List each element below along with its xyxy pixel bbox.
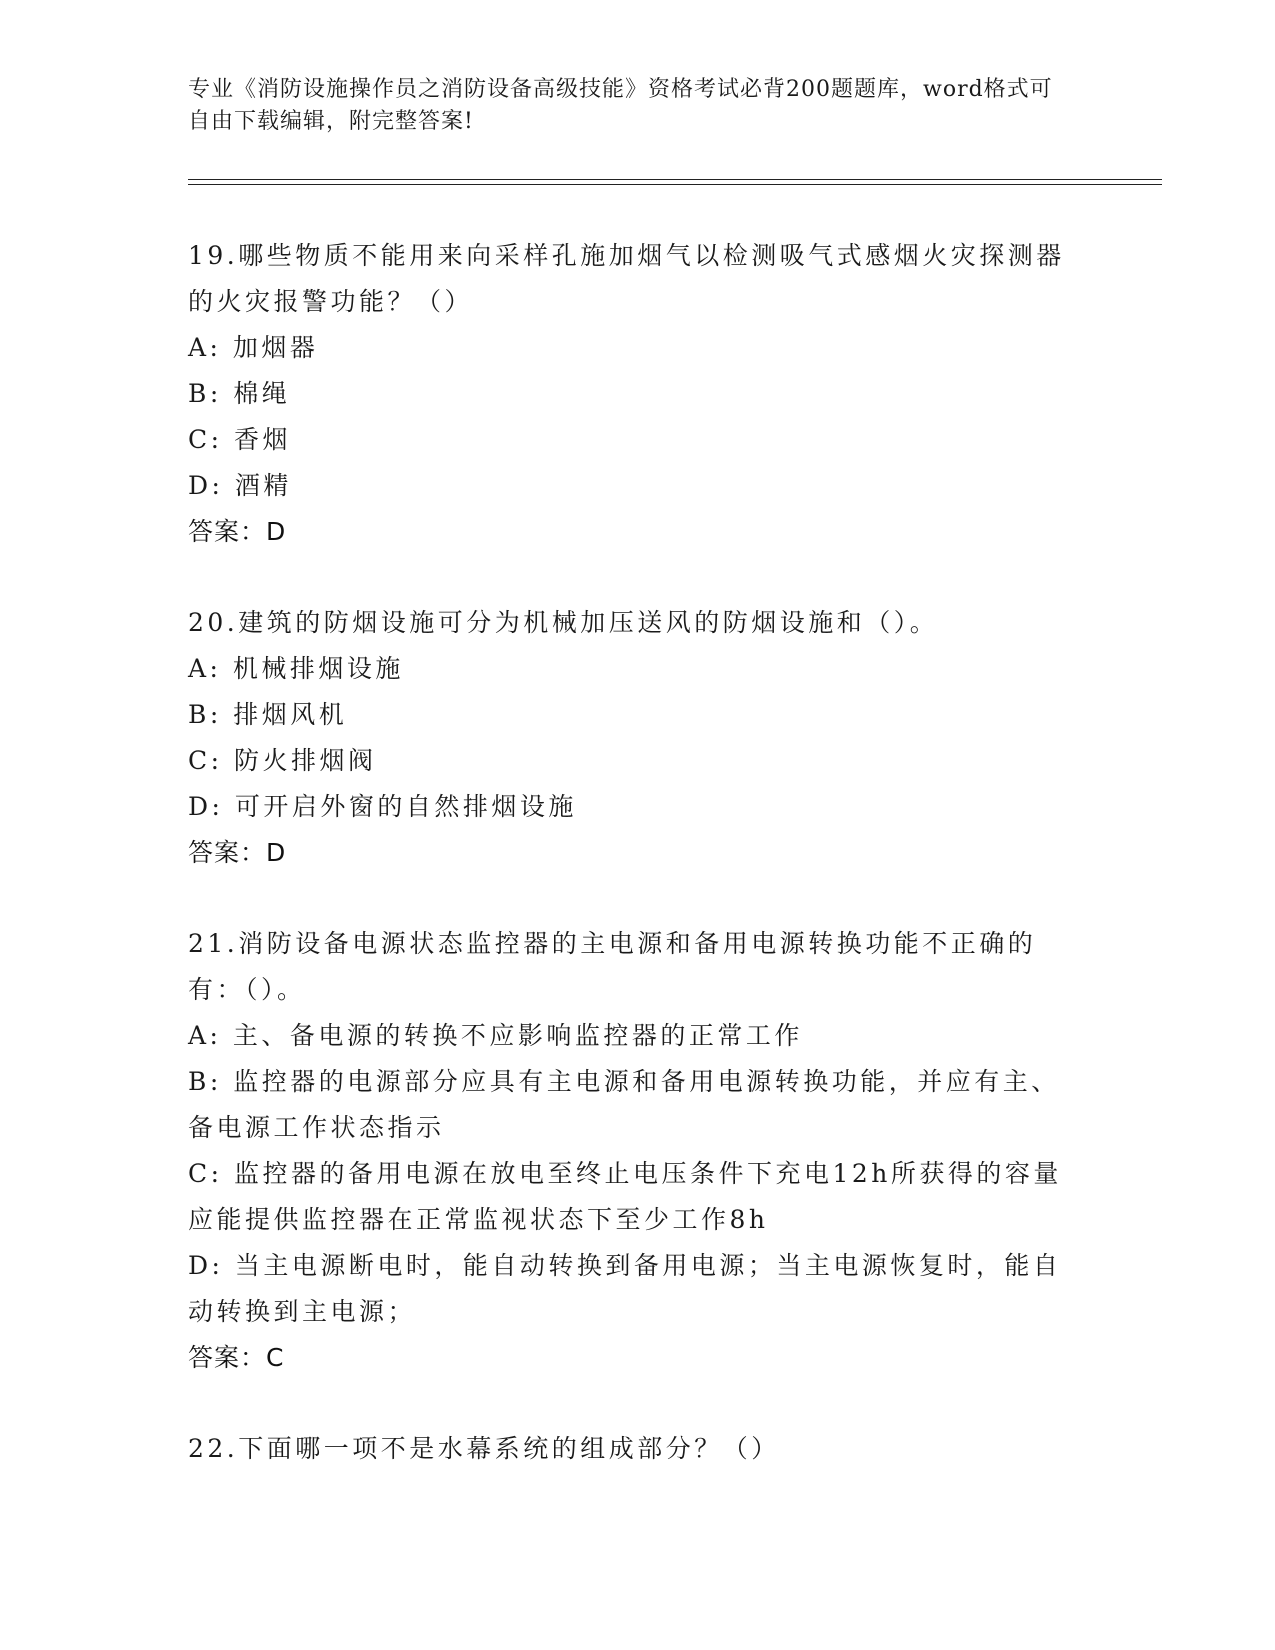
option-c: C: 香烟	[188, 425, 291, 454]
option-a: A: 加烟器	[188, 333, 319, 362]
answer: 答案：D	[188, 838, 287, 867]
document-header: 专业《消防设施操作员之消防设备高级技能》资格考试必背200题题库，word格式可自由下载编辑，附完整答案!	[188, 77, 1053, 134]
option-a: A: 机械排烟设施	[188, 654, 404, 683]
question-text: 19.哪些物质不能用来向采样孔施加烟气以检测吸气式感烟火灾探测器的火灾报警功能？（）	[188, 241, 1065, 316]
question-text: 21.消防设备电源状态监控器的主电源和备用电源转换功能不正确的有：（）。	[188, 929, 1037, 1004]
option-d: D: 可开启外窗的自然排烟设施	[188, 792, 577, 821]
question-list	[188, 233, 1088, 1472]
question-text: 22.下面哪一项不是水幕系统的组成部分？（）	[188, 1434, 780, 1463]
answer: 答案：C	[188, 1343, 285, 1372]
question-19	[188, 233, 1088, 555]
question-text: 20.建筑的防烟设施可分为机械加压送风的防烟设施和（）。	[188, 608, 939, 637]
option-b: B: 排烟风机	[188, 700, 348, 729]
question-spacer	[188, 876, 1088, 921]
option-c: C: 防火排烟阀	[188, 746, 377, 775]
option-b: B: 棉绳	[188, 379, 291, 408]
question-20	[188, 600, 1088, 876]
question-spacer	[188, 1381, 1088, 1426]
question-22	[188, 1426, 1088, 1472]
option-b: B: 监控器的电源部分应具有主电源和备用电源转换功能，并应有主、备电源工作状态指示	[188, 1067, 1060, 1142]
question-21	[188, 921, 1088, 1381]
option-d: D: 当主电源断电时，能自动转换到备用电源；当主电源恢复时，能自动转换到主电源；	[188, 1251, 1062, 1326]
option-d: D: 酒精	[188, 471, 292, 500]
option-a: A: 主、备电源的转换不应影响监控器的正常工作	[188, 1021, 803, 1050]
header-divider-top	[188, 179, 1162, 180]
question-spacer	[188, 555, 1088, 600]
answer: 答案：D	[188, 517, 287, 546]
header-divider-bottom	[188, 184, 1162, 185]
option-c: C: 监控器的备用电源在放电至终止电压条件下充电12h所获得的容量应能提供监控器在正常监视状态下至少工作8h	[188, 1159, 1062, 1234]
